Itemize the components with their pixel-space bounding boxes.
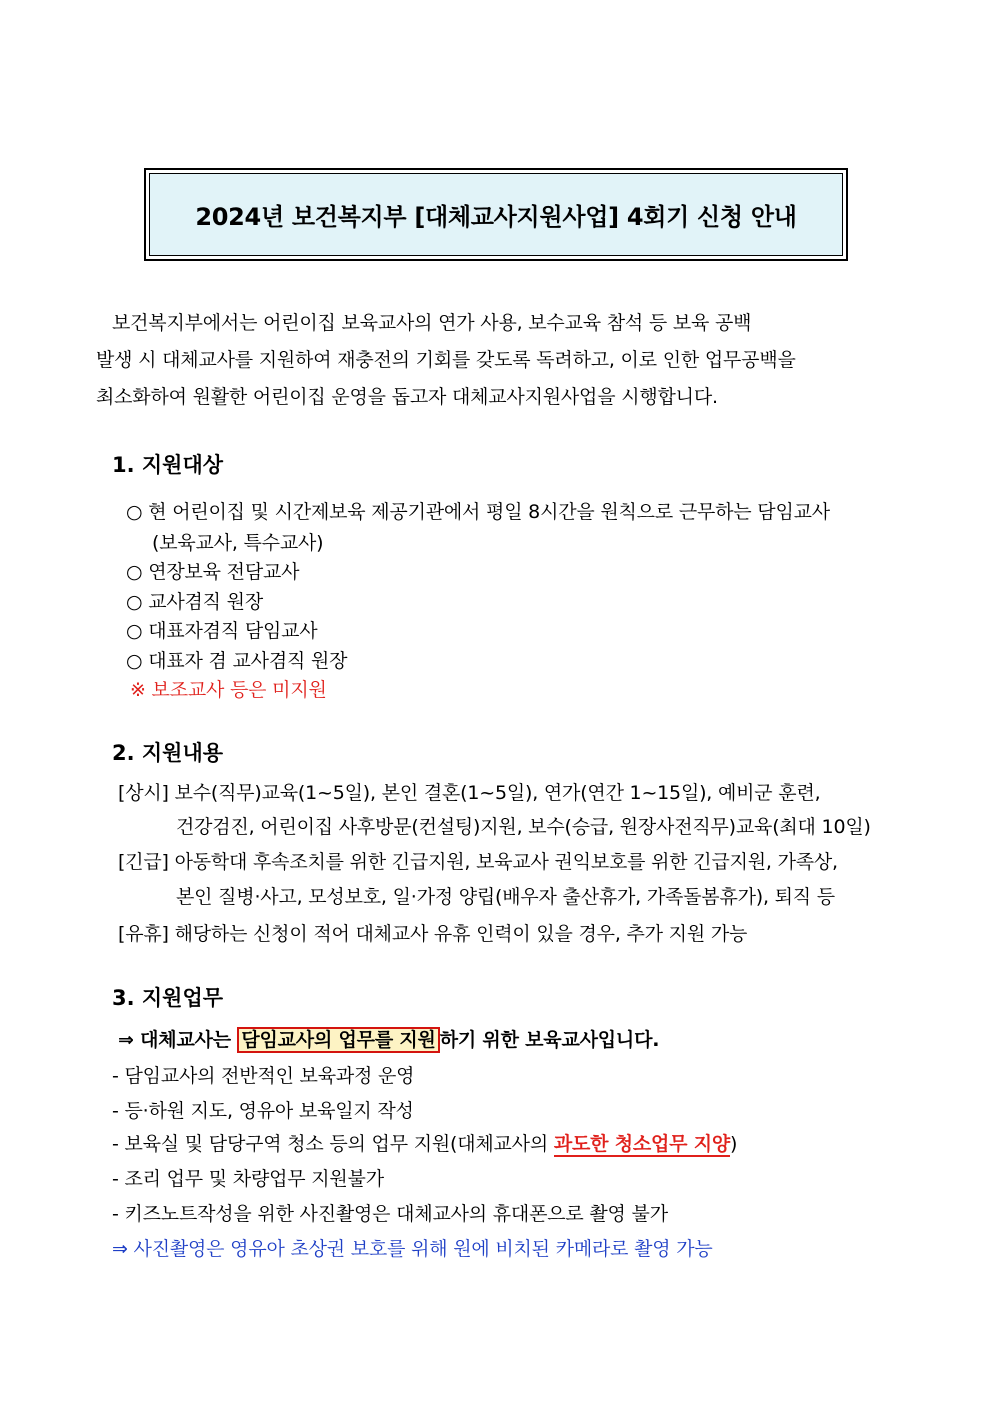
section1-item-5: ○ 대표자 겸 교사겸직 원장 — [126, 650, 348, 672]
section2-line-3: [긴급] 아동학대 후속조치를 위한 긴급지원, 보육교사 권익보호를 위한 긴급지원, 가족상, — [118, 851, 838, 873]
section3-item-3-highlight: 과도한 청소업무 지양 — [553, 1133, 731, 1155]
page-title: 2024년 보건복지부 [대체교사지원사업] 4회기 신청 안내 — [195, 203, 797, 231]
title-inner — [149, 173, 843, 256]
section1-item-4: ○ 대표자겸직 담임교사 — [126, 620, 318, 642]
section1-item-1: ○ 현 어린이집 및 시간제보육 제공기관에서 평일 8시간을 원칙으로 근무하는 담임교사 — [126, 501, 830, 523]
intro-line-2: 발생 시 대체교사를 지원하여 재충전의 기회를 갖도록 독려하고, 이로 인한 업무공백을 — [96, 349, 796, 371]
section2-heading: 2. 지원내용 — [112, 741, 224, 765]
section3-item-3-post: ) — [730, 1133, 738, 1155]
section3-lead-highlight: 담임교사의 업무를 지원 — [237, 1027, 439, 1053]
intro-line-1: 보건복지부에서는 어린이집 보육교사의 연가 사용, 보수교육 참석 등 보육 공백 — [112, 312, 752, 334]
section3-lead-pre: ⇒ 대체교사는 — [118, 1029, 238, 1051]
section3-lead — [118, 1031, 659, 1050]
section3-item-4: - 조리 업무 및 차량업무 지원불가 — [112, 1168, 384, 1190]
section1-item-3: ○ 교사겸직 원장 — [126, 591, 263, 613]
section3-item-2: - 등·하원 지도, 영유아 보육일지 작성 — [112, 1100, 414, 1122]
section1-item-2: ○ 연장보육 전담교사 — [126, 561, 300, 583]
section2-line-4: 본인 질병·사고, 모성보호, 일·가정 양립(배우자 출산휴가, 가족돌봄휴가), 퇴직 등 — [176, 886, 835, 908]
section1-note: ※ 보조교사 등은 미지원 — [130, 679, 327, 701]
section3-item-3 — [112, 1135, 737, 1154]
section3-item-5: - 키즈노트작성을 위한 사진촬영은 대체교사의 휴대폰으로 촬영 불가 — [112, 1203, 668, 1225]
section2-line-1: [상시] 보수(직무)교육(1~5일), 본인 결혼(1~5일), 연가(연간 1~15일), 예비군 훈련, — [118, 782, 821, 804]
section3-note: ⇒ 사진촬영은 영유아 초상권 보호를 위해 원에 비치된 카메라로 촬영 가능 — [112, 1238, 713, 1260]
section2-line-5: [유휴] 해당하는 신청이 적어 대체교사 유휴 인력이 있을 경우, 추가 지원 가능 — [118, 923, 748, 945]
intro-line-3: 최소화하여 원활한 어린이집 운영을 돕고자 대체교사지원사업을 시행합니다. — [96, 386, 718, 408]
title-box — [144, 168, 848, 261]
section2-line-2: 건강검진, 어린이집 사후방문(컨설팅)지원, 보수(승급, 원장사전직무)교육(최대 10일) — [176, 816, 871, 838]
section1-heading: 1. 지원대상 — [112, 453, 224, 477]
section1-item-1-cont: (보육교사, 특수교사) — [152, 532, 324, 554]
section3-lead-post: 하기 위한 보육교사입니다. — [439, 1029, 660, 1051]
section3-item-1: - 담임교사의 전반적인 보육과정 운영 — [112, 1065, 415, 1087]
section3-item-3-pre: - 보육실 및 담당구역 청소 등의 업무 지원(대체교사의 — [112, 1133, 554, 1155]
section3-heading: 3. 지원업무 — [112, 986, 224, 1010]
